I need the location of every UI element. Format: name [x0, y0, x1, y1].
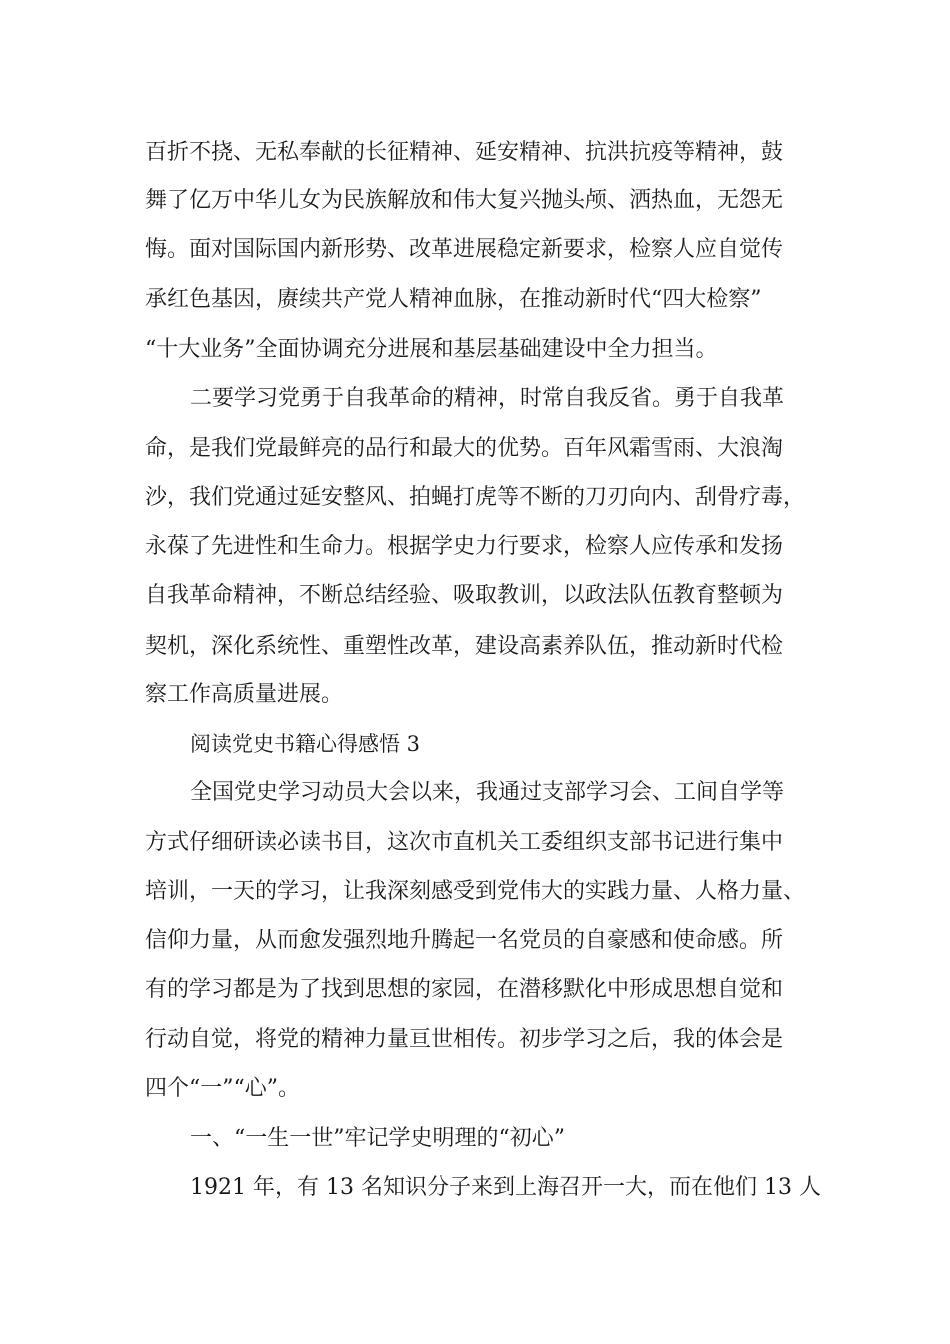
text-line: 沙，我们党通过延安整风、拍蝇打虎等不断的刀刃向内、刮骨疗毒， — [145, 485, 806, 510]
text-line: 察工作高质量进展。 — [145, 682, 344, 707]
text-line: 契机，深化系统性、重塑性改革，建设高素养队伍，推动新时代检 — [145, 634, 784, 659]
section-title: 阅读党史书籍心得感悟 3 — [190, 732, 421, 756]
text-line: 有的学习都是为了找到思想的家园，在潜移默化中形成思想自觉和 — [145, 977, 784, 1002]
text-line: 自我革命精神，不断总结经验、吸取教训，以政法队伍教育整顿为 — [145, 583, 784, 608]
paragraph-first-line: 1921 年，有 13 名知识分子来到上海召开一大，而在他们 13 人 — [190, 1175, 821, 1200]
paragraph-first-line: 二要学习党勇于自我革命的精神，时常自我反省。勇于自我革 — [190, 386, 785, 411]
text-line: 命，是我们党最鲜亮的品行和最大的优势。百年风霜雪雨、大浪淘 — [145, 436, 784, 461]
text-line: 行动自觉，将党的精神力量亘世相传。初步学习之后，我的体会是 — [145, 1027, 784, 1052]
text-line: 舞了亿万中华儿女为民族解放和伟大复兴抛头颅、洒热血，无怨无 — [145, 188, 784, 213]
text-line: 悔。面对国际国内新形势、改革进展稳定新要求，检察人应自觉传 — [145, 237, 784, 262]
text-line: “十大业务”全面协调充分进展和基层基础建设中全力担当。 — [145, 337, 718, 362]
text-line: 承红色基因，赓续共产党人精神血脉，在推动新时代“四大检察” — [145, 287, 762, 312]
text-line: 方式仔细研读必读书目，这次市直机关工委组织支部书记进行集中 — [145, 830, 784, 855]
paragraph-first-line: 全国党史学习动员大会以来，我通过支部学习会、工间自学等 — [190, 780, 785, 805]
text-line: 信仰力量，从而愈发强烈地升腾起一名党员的自豪感和使命感。所 — [145, 928, 784, 953]
text-line: 永葆了先进性和生命力。根据学史力行要求，检察人应传承和发扬 — [145, 534, 784, 559]
text-line: 四个“一”“心”。 — [145, 1076, 300, 1101]
text-line: 百折不挠、无私奉献的长征精神、延安精神、抗洪抗疫等精神，鼓 — [145, 140, 784, 165]
subsection-heading: 一、“一生一世”牢记学史明理的“初心” — [190, 1126, 565, 1151]
text-line: 培训，一天的学习，让我深刻感受到党伟大的实践力量、人格力量、 — [145, 879, 806, 904]
